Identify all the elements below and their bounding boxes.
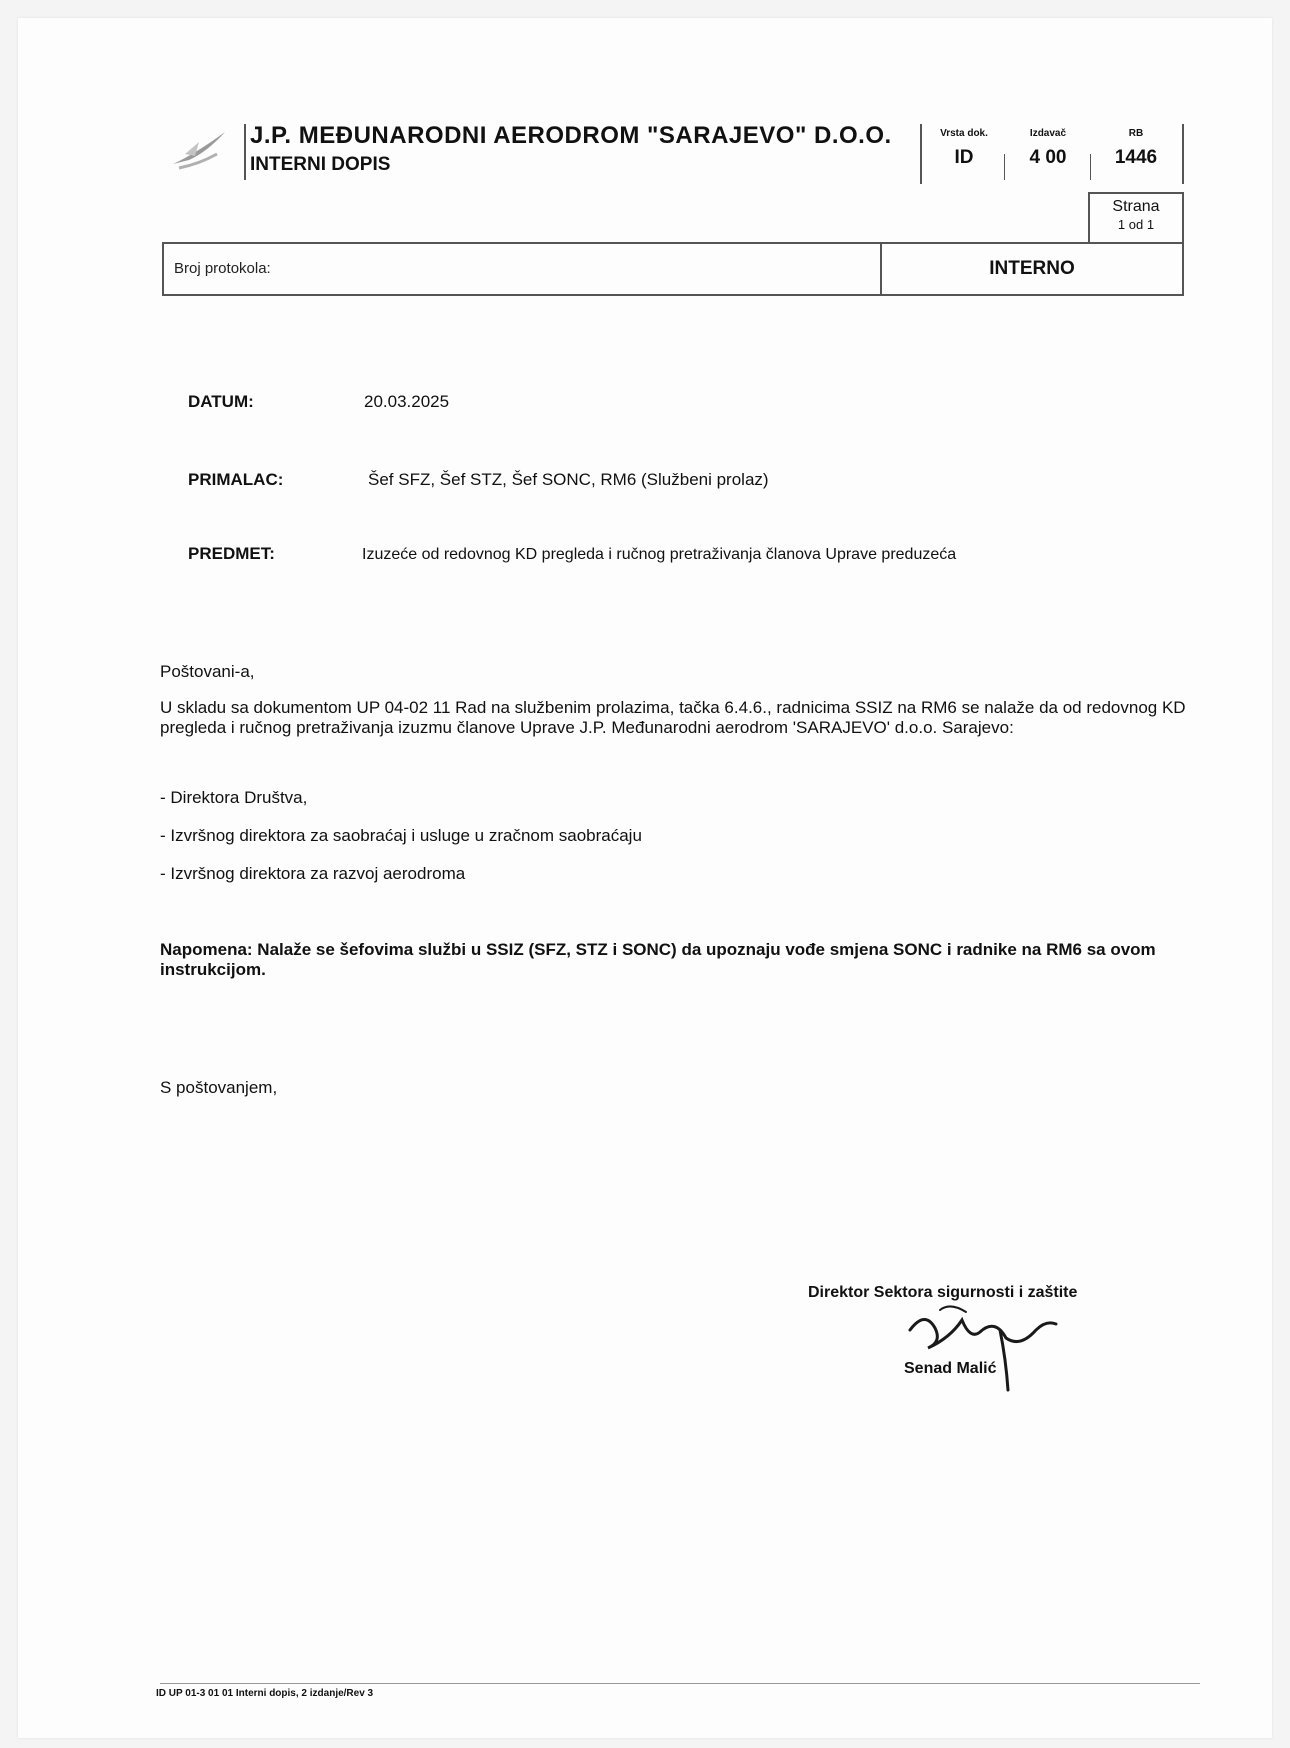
- meta-label: Vrsta dok.: [940, 128, 988, 139]
- list-item: - Izvršnog direktora za saobraćaj i usluge u zračnom saobraćaju: [160, 826, 642, 845]
- list-item: - Direktora Društva,: [160, 788, 308, 807]
- meta-value: 4 00: [1029, 147, 1067, 168]
- signatory-name: Senad Malić: [904, 1360, 997, 1377]
- footer-reference: ID UP 01-3 01 01 Interni dopis, 2 izdanje/Rev 3: [156, 1688, 374, 1699]
- protocol-divider: [880, 244, 882, 294]
- protocol-row: [162, 242, 1184, 296]
- organization-name: J.P. MEĐUNARODNI AERODROM "SARAJEVO" D.O.O.: [250, 122, 892, 149]
- subject-label: PREDMET:: [188, 544, 275, 563]
- meta-label: Izdavač: [1029, 128, 1067, 139]
- header-divider: [244, 124, 246, 180]
- meta-divider: [1004, 154, 1005, 180]
- meta-serial-number: [1094, 124, 1178, 184]
- date-value: 20.03.2025: [364, 392, 450, 411]
- subject-value: Izuzeće od redovnog KD pregleda i ručnog pretraživanja članova Uprave preduzeća: [362, 546, 957, 563]
- meta-issuer: [1008, 124, 1088, 184]
- note-paragraph: Napomena: Nalaže se šefovima službi u SSIZ (SFZ, STZ i SONC) da upoznaju vođe smjena SONC i radnike na RM6 sa ovom instrukcijom.: [160, 940, 1156, 979]
- document-type: INTERNI DOPIS: [250, 154, 391, 175]
- meta-value: ID: [954, 147, 974, 168]
- meta-divider: [1090, 154, 1091, 180]
- handwritten-signature-icon: [880, 1290, 1080, 1400]
- body-paragraph: U skladu sa dokumentom UP 04-02 11 Rad na službenim prolazima, tačka 6.4.6., radnicima SSIZ na RM6 se nalaže da od redovnog KD pregleda i ručnog pretraživanja izuzmu članove Uprave J.P. Međunarodni aerodrom 'SARAJEVO' d.o.o. Sarajevo:: [160, 698, 1186, 737]
- classification-label: INTERNO: [989, 258, 1075, 279]
- list-item: - Izvršnog direktora za razvoj aerodroma: [160, 864, 466, 883]
- protocol-label: Broj protokola:: [174, 260, 271, 277]
- footer-divider: [160, 1683, 1200, 1684]
- page-count-box: [1088, 192, 1184, 244]
- document-meta-box: [920, 124, 1184, 184]
- closing: S poštovanjem,: [160, 1078, 278, 1097]
- recipient-label: PRIMALAC:: [188, 470, 284, 489]
- signatory-title: Direktor Sektora sigurnosti i zaštite: [808, 1284, 1078, 1301]
- meta-label: RB: [1128, 128, 1144, 139]
- date-label: DATUM:: [188, 392, 254, 411]
- greeting: Poštovani-a,: [160, 662, 255, 681]
- recipient-value: Šef SFZ, Šef STZ, Šef SONC, RM6 (Službeni prolaz): [368, 470, 769, 489]
- page-label: Strana: [1112, 198, 1160, 215]
- page-value: 1 od 1: [1117, 217, 1155, 232]
- airport-logo-icon: [165, 124, 235, 174]
- meta-doc-type: [926, 124, 1002, 184]
- meta-value: 1446: [1114, 147, 1158, 168]
